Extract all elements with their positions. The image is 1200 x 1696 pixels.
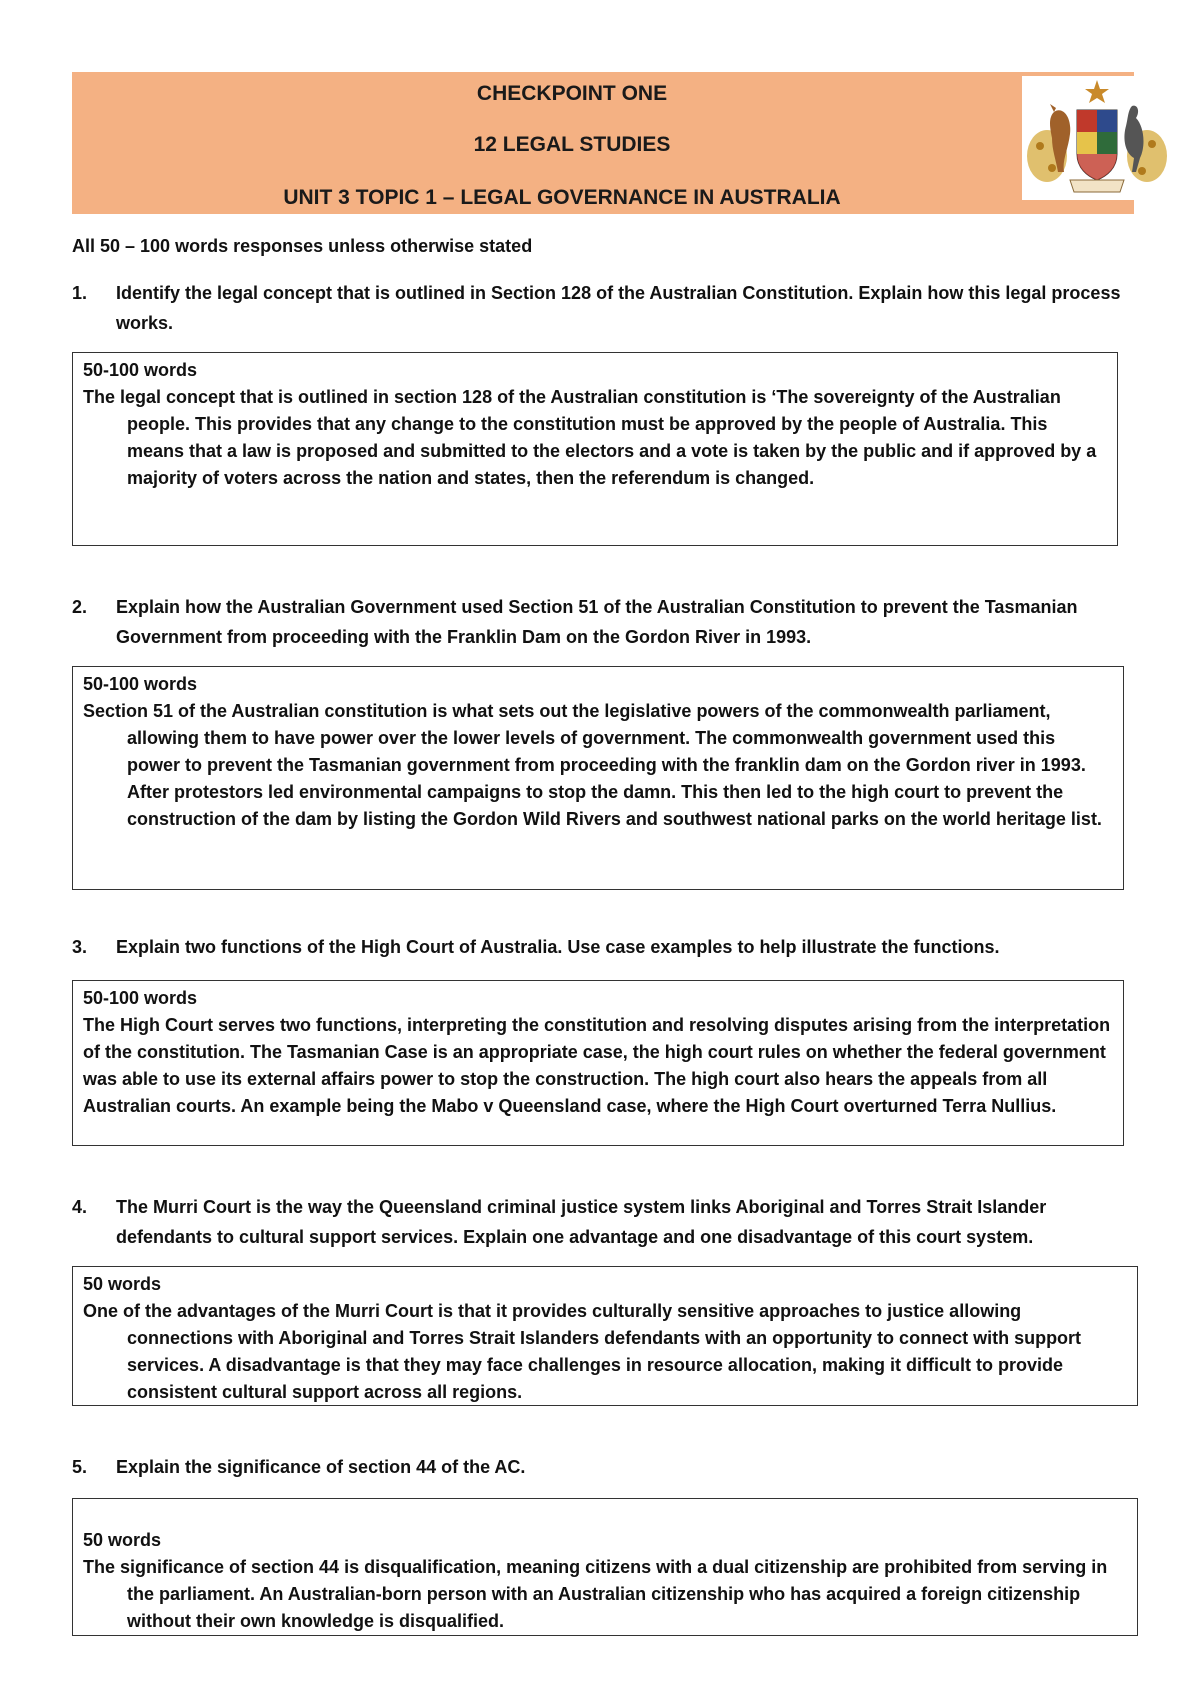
header-subject: 12 LEGAL STUDIES: [473, 133, 671, 156]
answer-text: The High Court serves two functions, interpreting the constitution and resolving disputes arising from the interpretation of the constitution. The Tasmanian Case is an appropriate case, the high court rules on whether the federal government was able to use its external affairs power to stop the construction. The high court also hears the appeals from all Australian courts. An example being the Mabo v Queensland case, where the High Court overturned Terra Nullius.: [83, 1015, 1111, 1116]
question-number: 5.: [72, 1457, 88, 1477]
question-5: [72, 1452, 1132, 1482]
question-number: 4.: [72, 1197, 88, 1217]
coat-of-arms-icon: [1022, 76, 1172, 200]
answer-box-4[interactable]: [72, 1266, 1138, 1406]
answer-text: The significance of section 44 is disqualification, meaning citizens with a dual citizenship are prohibited from serving in the parliament. An Australian-born person with an Australian citizenship who has acquired a foreign citizenship without their own knowledge is disqualified.: [83, 1557, 1108, 1631]
instructions-text: All 50 – 100 words responses unless otherwise stated: [72, 236, 533, 256]
question-number: 3.: [72, 937, 88, 957]
question-3: [72, 932, 1132, 962]
question-text: Explain two functions of the High Court of Australia. Use case examples to help illustrate the functions.: [116, 937, 1000, 957]
question-text: Identify the legal concept that is outlined in Section 128 of the Australian Constitution. Explain how this legal process works.: [116, 283, 1121, 333]
question-number: 2.: [72, 597, 88, 617]
question-text: Explain how the Australian Government used Section 51 of the Australian Constitution to prevent the Tasmanian Government from proceeding with the Franklin Dam on the Gordon River in 1993.: [116, 597, 1078, 647]
answer-box-1[interactable]: [72, 352, 1118, 546]
question-4: [72, 1192, 1132, 1252]
word-count-label: 50 words: [83, 1274, 162, 1294]
word-count-label: 50-100 words: [83, 360, 198, 380]
answer-text: The legal concept that is outlined in section 128 of the Australian constitution is ‘The sovereignty of the Australian people. This provides that any change to the constitution must be approved by the people of Australia. This means that a law is proposed and submitted to the electors and a vote is taken by the public and if approved by a majority of voters across the nation and states, then the referendum is changed.: [83, 387, 1097, 488]
answer-box-2[interactable]: [72, 666, 1124, 890]
answer-text: Section 51 of the Australian constitution is what sets out the legislative powers of the commonwealth parliament, allowing them to have power over the lower levels of government. The commonwealth government used this power to prevent the Tasmanian government from proceeding with the franklin dam on the Gordon river in 1993. After protestors led environmental campaigns to stop the damn. This then led to the high court to prevent the construction of the dam by listing the Gordon Wild Rivers and southwest national parks on the world heritage list.: [83, 701, 1102, 829]
question-number: 1.: [72, 283, 88, 303]
header-title: CHECKPOINT ONE: [476, 82, 668, 105]
header-banner: [72, 72, 1134, 214]
word-count-label: 50-100 words: [83, 674, 198, 694]
word-count-label: 50 words: [83, 1530, 162, 1550]
header-unit: UNIT 3 TOPIC 1 – LEGAL GOVERNANCE IN AUSTRALIA: [283, 186, 841, 209]
question-text: The Murri Court is the way the Queensland criminal justice system links Aboriginal and Torres Strait Islander defendants to cultural support services. Explain one advantage and one disadvantage of this court system.: [116, 1197, 1047, 1247]
answer-box-5[interactable]: [72, 1498, 1138, 1636]
answer-text: One of the advantages of the Murri Court is that it provides culturally sensitive approaches to justice allowing connections with Aboriginal and Torres Strait Islanders defendants with an opportunity to connect with support services. A disadvantage is that they may face challenges in resource allocation, making it difficult to provide consistent cultural support across all regions.: [83, 1301, 1082, 1402]
question-text: Explain the significance of section 44 of the AC.: [116, 1457, 526, 1477]
question-1: [72, 278, 1132, 338]
answer-box-3[interactable]: [72, 980, 1124, 1146]
word-count-label: 50-100 words: [83, 988, 198, 1008]
question-2: [72, 592, 1132, 652]
